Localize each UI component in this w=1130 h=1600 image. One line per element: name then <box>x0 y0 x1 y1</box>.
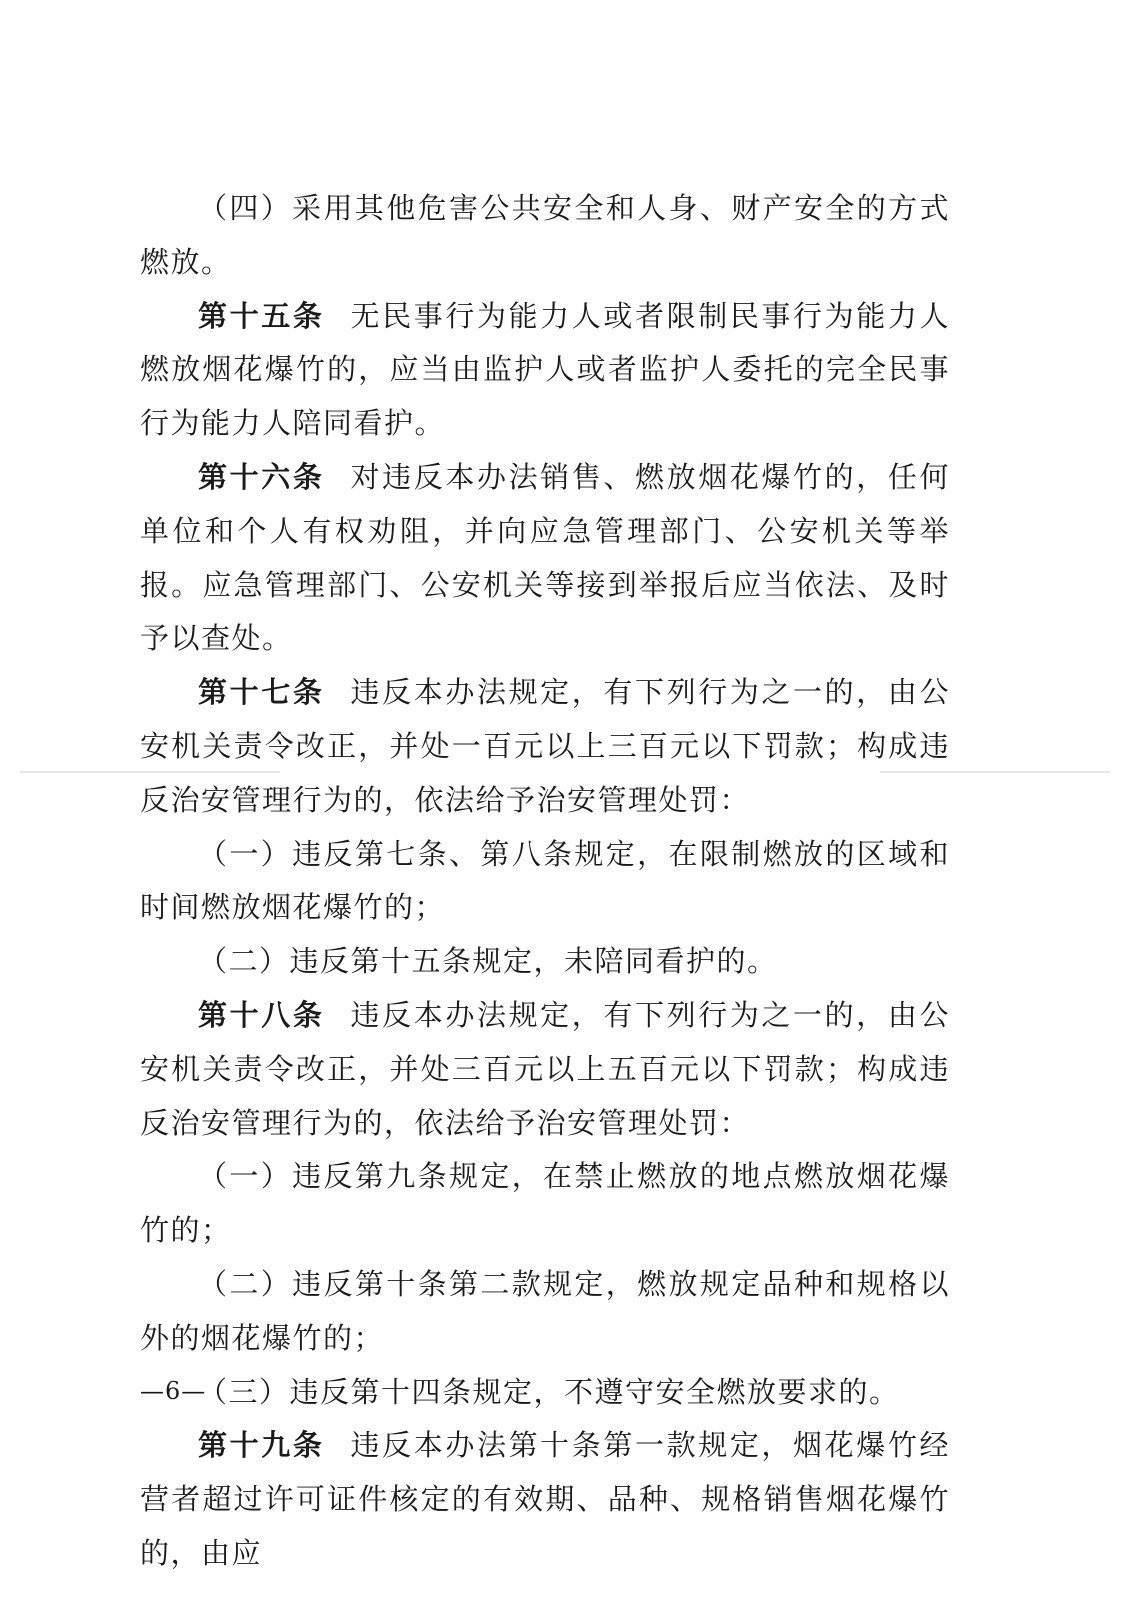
paragraph-text: 无民事行为能力人或者限制民事行为能力人燃放烟花爆竹的，应当由监护人或者监护人委托的完全民事行为能力人陪同看护。 <box>140 298 950 441</box>
page-number: —6— <box>140 1377 207 1405</box>
paragraph <box>140 1419 950 1580</box>
paragraph-text: （二）违反第十条第二款规定，燃放规定品种和规格以外的烟花爆竹的； <box>140 1266 950 1355</box>
paragraph-text: 违反本办法规定，有下列行为之一的，由公安机关责令改正，并处一百元以上三百元以下罚款；构成违反治安管理行为的，依法给予治安管理处罚： <box>140 675 950 817</box>
article-number: 第十七条 <box>198 675 325 710</box>
paragraph <box>140 182 950 290</box>
article-number: 第十六条 <box>198 459 325 494</box>
article-number: 第十八条 <box>198 997 325 1032</box>
paragraph <box>140 666 950 827</box>
paragraph-text: （二）违反第十五条规定，未陪同看护的。 <box>198 944 778 979</box>
paragraph <box>140 451 950 666</box>
paragraph-text: （四）采用其他危害公共安全和人身、财产安全的方式燃放。 <box>140 191 950 279</box>
paragraph <box>140 290 950 451</box>
paragraph-text: 违反本办法规定，有下列行为之一的，由公安机关责令改正，并处三百元以上五百元以下罚款；构成违反治安管理行为的，依法给予治安管理处罚： <box>140 997 950 1140</box>
paragraph-text: （一）违反第七条、第八条规定，在限制燃放的区域和时间燃放烟花爆竹的； <box>140 836 950 925</box>
document-body <box>140 182 950 1581</box>
paragraph <box>140 1366 950 1420</box>
paragraph <box>140 1258 950 1366</box>
paragraph-text: 违反本办法第十条第一款规定，烟花爆竹经营者超过许可证件核定的有效期、品种、规格销售烟花爆竹的，由应 <box>140 1428 950 1570</box>
paragraph-text: （三）违反第十四条规定，不遵守安全燃放要求的。 <box>198 1374 900 1409</box>
paragraph <box>140 1150 950 1258</box>
article-number: 第十九条 <box>198 1428 325 1463</box>
paragraph <box>140 828 950 936</box>
paragraph <box>140 989 950 1150</box>
paragraph-text: 对违反本办法销售、燃放烟花爆竹的，任何单位和个人有权劝阻，并向应急管理部门、公安机关等举报。应急管理部门、公安机关等接到举报后应当依法、及时予以查处。 <box>140 459 950 656</box>
article-number: 第十五条 <box>198 298 325 333</box>
paragraph <box>140 935 950 989</box>
paragraph-text: （一）违反第九条规定，在禁止燃放的地点燃放烟花爆竹的； <box>140 1159 950 1248</box>
